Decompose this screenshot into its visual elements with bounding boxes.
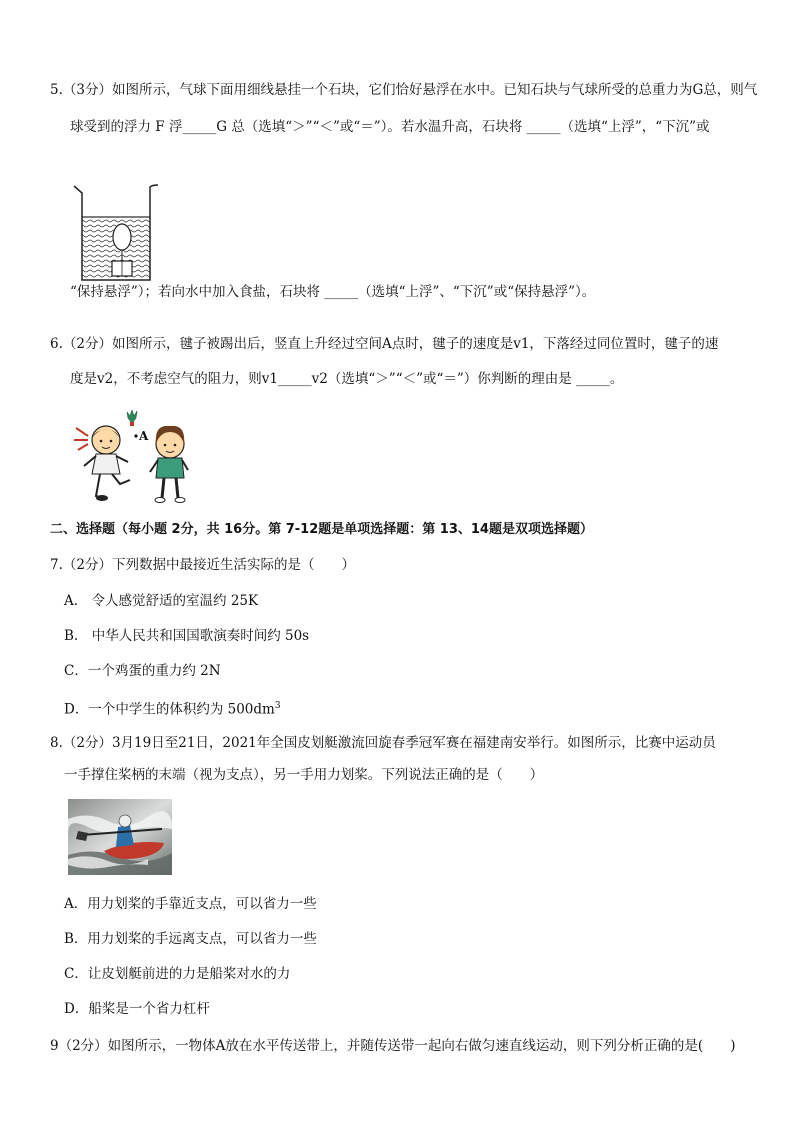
shuttlecock-figure xyxy=(70,410,200,505)
point-a-label: A xyxy=(139,429,149,443)
q8-line1: 8.（2分）3月19日至21日，2021年全国皮划艇激流回旋春季冠军赛在福建南安举行。如图所示，比赛中运动员 xyxy=(50,735,716,751)
q6-line2: 度是v2，不考虑空气的阻力，则v1_____v2（选填“＞”“＜”或“＝”）你判断的理由是 _____。 xyxy=(70,371,624,387)
q7-option-a: A. 令人感觉舒适的室温约 25K xyxy=(64,593,259,609)
q7-option-d-sup: 3 xyxy=(274,701,281,711)
q5-line1: 5.（3分）如图所示，气球下面用细线悬挂一个石块，它们恰好悬浮在水中。已知石块与气球所受的总重力为G总，则气 xyxy=(50,82,758,98)
boy-figure xyxy=(150,426,188,503)
q7-option-d xyxy=(64,697,281,719)
section-heading: 二、选择题（每小题 2分，共 16分。第 7-12题是单项选择题：第 13、14题是双项选择题） xyxy=(50,522,593,537)
q5-line2: 球受到的浮力 F 浮_____G 总（选填“＞”“＜”或“＝”）。若水温升高，石块将 _____（选填“上浮”，“下沉”或 xyxy=(70,119,710,135)
beaker-figure xyxy=(72,183,160,283)
q7-option-c: C．一个鸡蛋的重力约 2N xyxy=(64,663,221,679)
q7-stem: 7.（2分）下列数据中最接近生活实际的是（ ） xyxy=(50,557,355,573)
q8-option-b: B．用力划桨的手远离支点，可以省力一些 xyxy=(64,931,317,947)
shuttlecock-icon xyxy=(127,410,137,426)
q8-option-d: D．船桨是一个省力杠杆 xyxy=(64,1001,210,1017)
kayak-photo xyxy=(68,799,172,875)
helmet xyxy=(119,815,131,827)
balloon xyxy=(113,224,131,250)
q7-option-d-text: D．一个中学生的体积约为 500dm xyxy=(64,701,275,718)
q9-stem: 9（2分）如图所示，一物体A放在水平传送带上，并随传送带一起向右做匀速直线运动，则下列分析正确的是( ) xyxy=(50,1038,736,1054)
q8-option-c: C．让皮划艇前进的力是船桨对水的力 xyxy=(64,966,291,982)
q7-option-b: B. 中华人民共和国国歌演奏时间约 50s xyxy=(64,628,310,644)
q6-line1: 6.（2分）如图所示，毽子被踢出后，竖直上升经过空间A点时，毽子的速度是v1，下落经过同位置时，毽子的速 xyxy=(50,336,719,352)
girl-figure xyxy=(74,426,130,501)
q8-line2: 一手撑住桨柄的末端（视为支点），另一手用力划桨。下列说法正确的是（ ） xyxy=(64,767,544,783)
q5-line3: “保持悬浮”）；若向水中加入食盐，石块将 _____（选填“上浮”、“下沉”或“保持悬浮”）。 xyxy=(70,284,596,300)
q8-option-a: A．用力划桨的手靠近支点，可以省力一些 xyxy=(64,896,317,912)
